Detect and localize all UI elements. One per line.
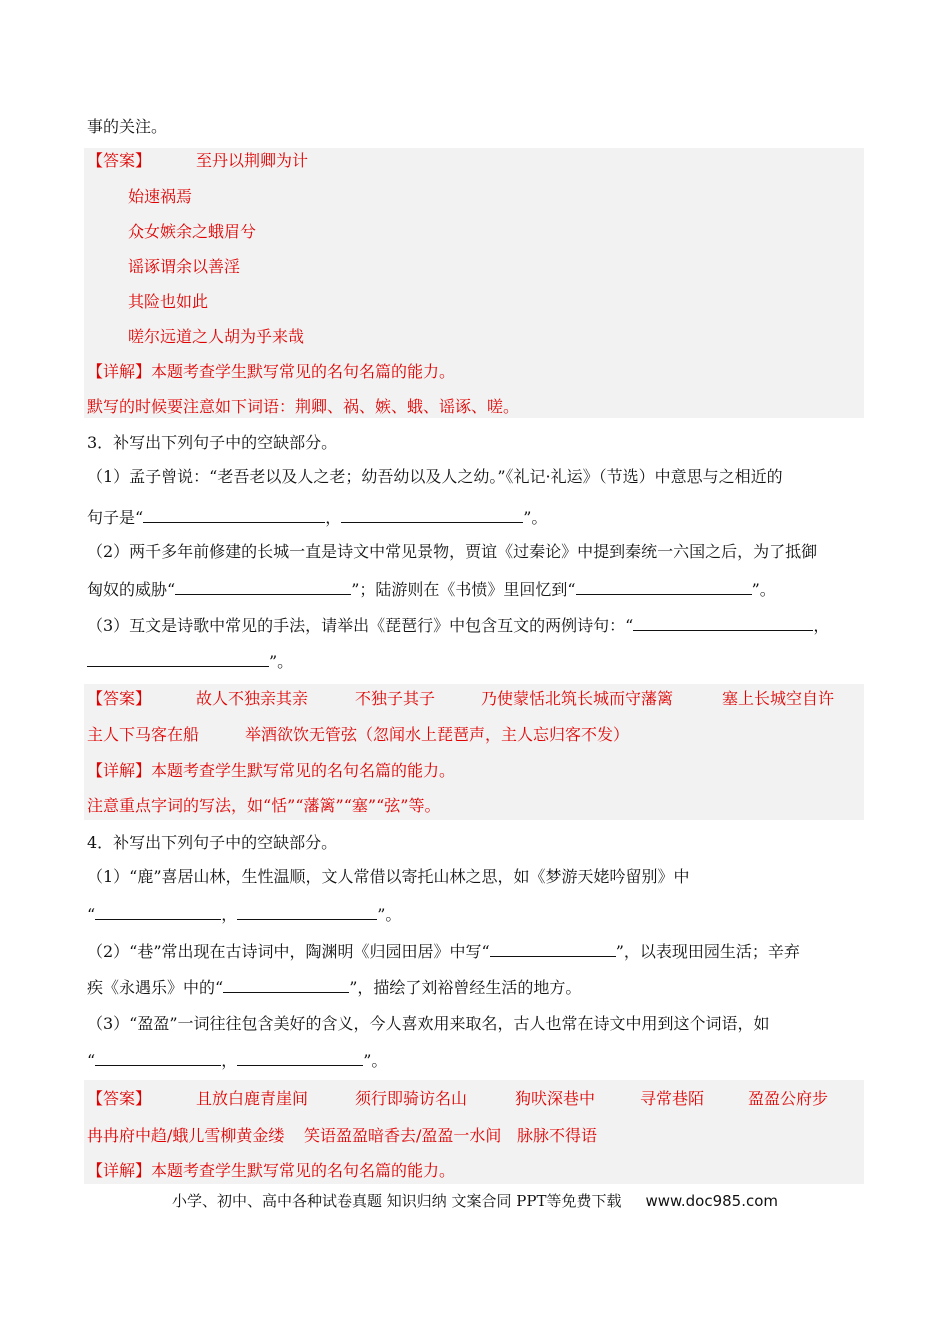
answer-item: 塞上长城空自许 xyxy=(722,689,835,708)
question-text: 句子是“ ， ”。 xyxy=(87,508,548,527)
fill-blank xyxy=(87,650,269,667)
fill-blank xyxy=(237,1049,363,1066)
detail-label: 【详解】 xyxy=(87,761,152,780)
detail-line xyxy=(87,1160,455,1182)
page-footer xyxy=(0,1190,950,1211)
answer-label: 【答案】 xyxy=(87,689,152,708)
fill-blank xyxy=(576,578,752,595)
question-text: （3）互文是诗歌中常见的手法，请举出《琵琶行》中包含互文的两例诗句：“ ， xyxy=(87,616,830,635)
detail-text: 本题考查学生默写常见的名句名篇的能力。 xyxy=(151,1161,456,1180)
question-text: （2）两千多年前修建的长城一直是诗文中常见景物，贾谊《过秦论》中提到秦统一六国之后，为了抵御 xyxy=(87,542,818,561)
answer-item: 乃使蒙恬北筑长城而守藩篱 xyxy=(481,689,674,708)
answer-item: 故人不独亲其亲 xyxy=(196,689,309,708)
detail-text: 默写的时候要注意如下词语：荆卿、祸、嫉、蛾、谣诼、嗟。 xyxy=(87,397,520,416)
answer-box-q3 xyxy=(84,684,864,820)
answer-item: 脉脉不得语 xyxy=(517,1126,598,1145)
detail-text: 注意重点字词的写法，如“恬”“藩篱”“塞”“弦”等。 xyxy=(87,796,441,815)
detail-label: 【详解】 xyxy=(87,362,152,381)
answer-item: 众女嫉余之蛾眉兮 xyxy=(128,222,257,241)
answer-item: 冉冉府中趋/蛾儿雪柳黄金缕 xyxy=(87,1126,285,1145)
answer-item: 始速祸焉 xyxy=(128,187,193,206)
answer-item: 寻常巷陌 xyxy=(640,1089,705,1108)
detail-label: 【详解】 xyxy=(87,1161,152,1180)
answer-item: 须行即骑访名山 xyxy=(355,1089,468,1108)
question-text: （1）“鹿”喜居山林，生性温顺，文人常借以寄托山林之思，如《梦游天姥吟留别》中 xyxy=(87,867,690,886)
answer-item: 笑语盈盈暗香去/盈盈一水间 xyxy=(304,1126,502,1145)
answer-item: 谣诼谓余以善淫 xyxy=(128,257,241,276)
answer-item: 狗吠深巷中 xyxy=(515,1089,596,1108)
detail-line xyxy=(87,361,455,383)
footer-url[interactable]: www.doc985.com xyxy=(645,1192,779,1210)
question-text: （2）“巷”常出现在古诗词中，陶渊明《归园田居》中写“ ”，以表现田园生活；辛弃 xyxy=(87,942,800,961)
answer-item: 盈盈公府步 xyxy=(748,1089,829,1108)
answer-item: 其险也如此 xyxy=(128,292,209,311)
fill-blank xyxy=(175,578,351,595)
question-text: （3）“盈盈”一词往往包含美好的含义，今人喜欢用来取名，古人也常在诗文中用到这个词语，如 xyxy=(87,1014,770,1033)
question-text: 疾《永遇乐》中的“ ”，描绘了刘裕曾经生活的地方。 xyxy=(87,978,582,997)
fill-blank xyxy=(237,903,377,920)
question-text: 匈奴的威胁“ ”；陆游则在《书愤》里回忆到“ ”。 xyxy=(87,580,776,599)
fill-blank xyxy=(633,614,813,631)
continued-text: 事的关注。 xyxy=(87,117,168,136)
answer-box-q2 xyxy=(84,148,864,418)
question-text: “ ， ”。 xyxy=(87,1051,388,1070)
question-text: （1）孟子曾说：“老吾老以及人之老；幼吾幼以及人之幼。”《礼记·礼运》（节选）中意思与之相近的 xyxy=(87,467,783,486)
answer-item: 不独子其子 xyxy=(355,689,436,708)
answer-item: 举酒欲饮无管弦（忽闻水上琵琶声，主人忘归客不发） xyxy=(245,725,630,744)
question-title-3: 3．补写出下列句子中的空缺部分。 xyxy=(87,433,338,452)
answer-item: 且放白鹿青崖间 xyxy=(196,1089,309,1108)
answer-label: 【答案】 xyxy=(87,1089,152,1108)
detail-line xyxy=(87,760,455,782)
fill-blank xyxy=(95,1049,221,1066)
footer-text: 小学、初中、高中各种试卷真题 知识归纳 文案合同 PPT等免费下载 xyxy=(171,1192,622,1210)
answer-item: 至丹以荆卿为计 xyxy=(196,151,309,170)
answer-item: 主人下马客在船 xyxy=(87,725,200,744)
answer-box-q4 xyxy=(84,1080,864,1184)
fill-blank xyxy=(95,903,221,920)
detail-text: 本题考查学生默写常见的名句名篇的能力。 xyxy=(151,362,456,381)
detail-text: 本题考查学生默写常见的名句名篇的能力。 xyxy=(151,761,456,780)
question-text: ”。 xyxy=(87,650,293,673)
question-title-4: 4．补写出下列句子中的空缺部分。 xyxy=(87,833,338,852)
fill-blank xyxy=(223,976,349,993)
question-text: “ ， ”。 xyxy=(87,905,402,924)
fill-blank xyxy=(143,506,325,523)
fill-blank xyxy=(490,940,616,957)
answer-item: 嗟尔远道之人胡为乎来哉 xyxy=(128,327,305,346)
answer-label: 【答案】 xyxy=(87,151,152,170)
fill-blank xyxy=(341,506,523,523)
